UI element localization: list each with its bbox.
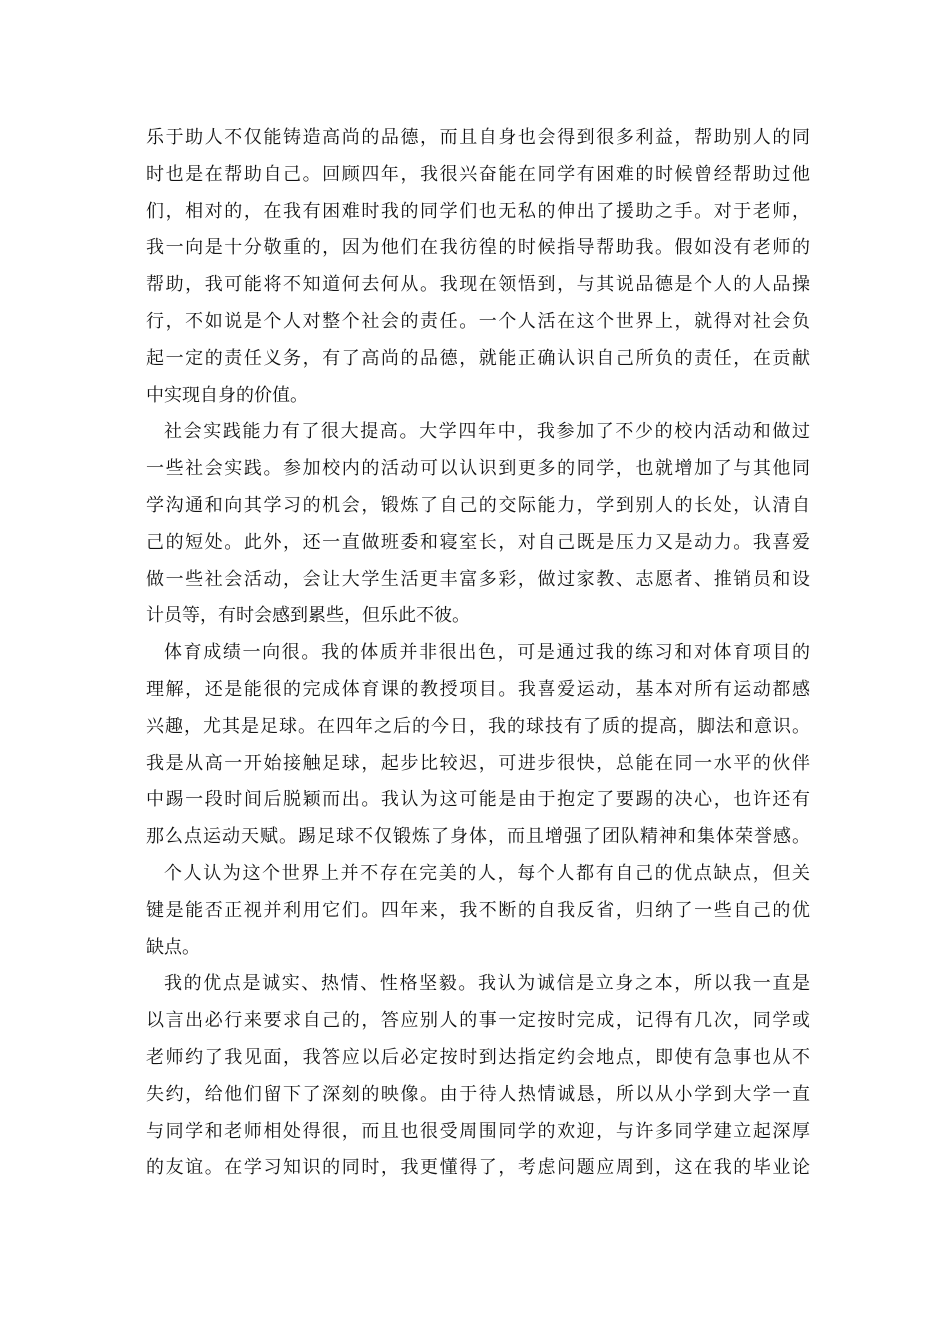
text-line: 时也是在帮助自己。回顾四年，我很兴奋能在同学有困难的时候曾经帮助过他 <box>146 163 810 185</box>
text-line: 做一些社会活动，会让大学生活更丰富多彩，做过家教、志愿者、推销员和设 <box>146 568 810 590</box>
text-line: 中踢一段时间后脱颖而出。我认为这可能是由于抱定了要踢的决心，也许还有 <box>146 789 810 811</box>
text-line: 己的短处。此外，还一直做班委和寝室长，对自己既是压力又是动力。我喜爱 <box>146 531 810 553</box>
text-line: 学沟通和向其学习的机会，锻炼了自己的交际能力，学到别人的长处，认清自 <box>146 494 810 516</box>
text-line: 与同学和老师相处得很，而且也很受周围同学的欢迎，与许多同学建立起深厚 <box>146 1120 810 1142</box>
text-line: 社会实践能力有了很大提高。大学四年中，我参加了不少的校内活动和做过 <box>164 421 810 443</box>
text-line: 中实现自身的价值。 <box>146 384 308 406</box>
text-line: 键是能否正视并利用它们。四年来，我不断的自我反省，归纳了一些自己的优 <box>146 899 810 921</box>
document-body <box>146 120 810 1187</box>
text-line: 乐于助人不仅能铸造高尚的品德，而且自身也会得到很多利益，帮助别人的同 <box>146 127 810 148</box>
text-line: 我的优点是诚实、热情、性格坚毅。我认为诚信是立身之本，所以我一直是 <box>164 973 810 995</box>
text-line: 帮助，我可能将不知道何去何从。我现在领悟到，与其说品德是个人的人品操 <box>146 274 810 296</box>
text-line: 行，不如说是个人对整个社会的责任。一个人活在这个世界上，就得对社会负 <box>146 310 810 332</box>
text-line: 我是从高一开始接触足球，起步比较迟，可进步很快，总能在同一水平的伙伴 <box>146 752 810 774</box>
text-line: 的友谊。在学习知识的同时，我更懂得了，考虑问题应周到，这在我的毕业论 <box>146 1157 810 1179</box>
text-line: 那么点运动天赋。踢足球不仅锻炼了身体，而且增强了团队精神和集体荣誉感。 <box>146 826 810 848</box>
text-line: 个人认为这个世界上并不存在完美的人，每个人都有自己的优点缺点，但关 <box>164 862 810 884</box>
text-line: 老师约了我见面，我答应以后必定按时到达指定约会地点，即使有急事也从不 <box>146 1046 810 1068</box>
text-line: 体育成绩一向很。我的体质并非很出色，可是通过我的练习和对体育项目的 <box>164 642 810 664</box>
text-line: 以言出必行来要求自己的，答应别人的事一定按时完成，记得有几次，同学或 <box>146 1010 810 1032</box>
text-line: 理解，还是能很的完成体育课的教授项目。我喜爱运动，基本对所有运动都感 <box>146 678 810 700</box>
text-line: 们，相对的，在我有困难时我的同学们也无私的伸出了援助之手。对于老师， <box>146 200 810 222</box>
text-line: 失约，给他们留下了深刻的映像。由于待人热情诚恳，所以从小学到大学一直 <box>146 1083 810 1105</box>
text-line: 一些社会实践。参加校内的活动可以认识到更多的同学，也就增加了与其他同 <box>146 458 810 480</box>
text-line: 计员等，有时会感到累些，但乐此不彼。 <box>146 605 470 627</box>
text-line: 缺点。 <box>146 936 200 958</box>
text-line: 起一定的责任义务，有了高尚的品德，就能正确认识自己所负的责任，在贡献 <box>146 347 810 369</box>
text-line: 兴趣，尤其是足球。在四年之后的今日，我的球技有了质的提高，脚法和意识。 <box>146 715 810 737</box>
text-line: 我一向是十分敬重的，因为他们在我彷徨的时候指导帮助我。假如没有老师的 <box>146 237 810 259</box>
